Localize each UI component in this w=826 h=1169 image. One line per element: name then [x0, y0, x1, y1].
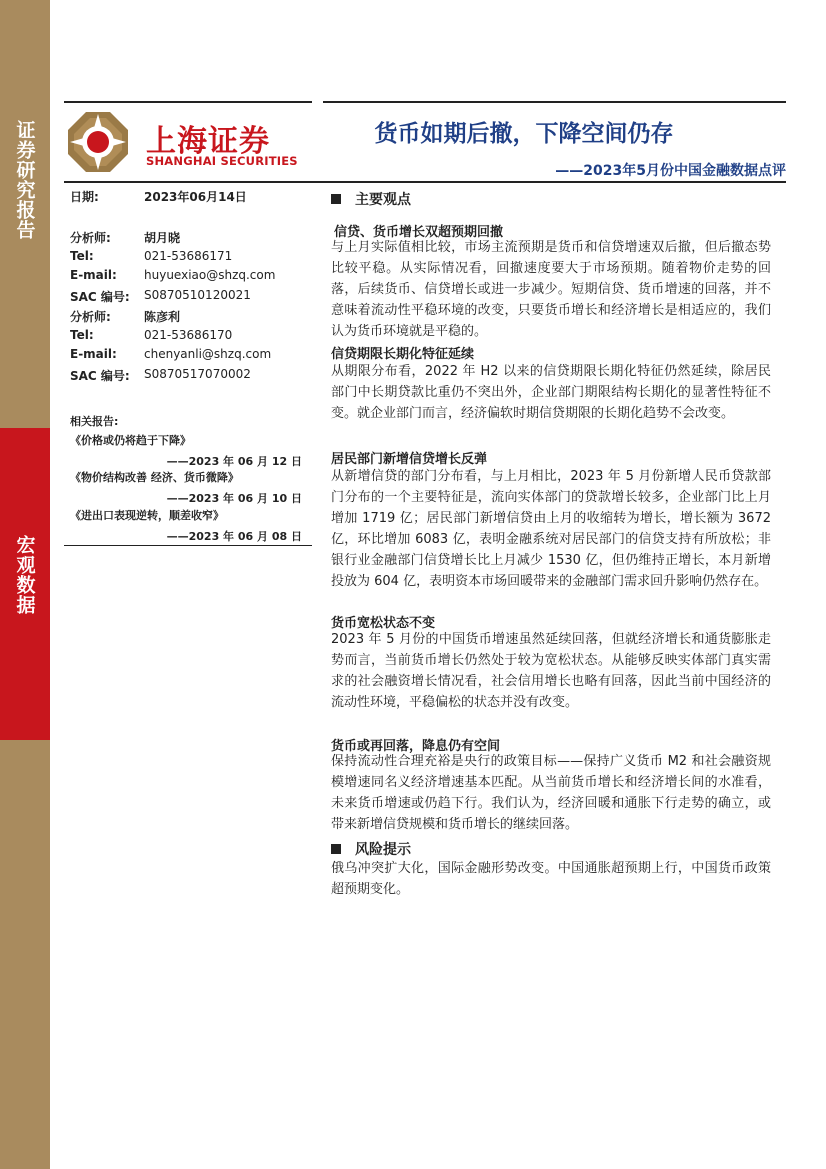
block-text: 从期限分布看，2022 年 H2 以来的信贷期限长期化特征仍然延续，除居民部门中长期贷款比重仍不突出外，企业部门期限结构长期化的显著性特征不变。就企业部门而言，经济偏软时期信贷期限的长期化趋势不会改变。 [331, 364, 771, 421]
square-bullet-icon [331, 194, 341, 204]
related-report-date: ——2023 年 06 月 12 日 [166, 455, 302, 468]
email-label: E-mail: [70, 347, 117, 361]
logo-emblem-icon [66, 110, 130, 174]
date-value: 2023年06月14日 [144, 190, 247, 204]
section-risk [331, 839, 411, 859]
sac-label: SAC 编号: [70, 290, 130, 304]
section-risk-title: 风险提示 [355, 842, 411, 858]
block-heading: 信贷期限长期化特征延续 [331, 347, 475, 362]
date-label: 日期: [70, 190, 99, 204]
analyst1-tel-row [70, 249, 310, 267]
report-title: 货币如期后撤，下降空间仍存 [374, 121, 674, 147]
analyst2-label: 分析师: [70, 310, 111, 324]
analyst1-email[interactable]: huyuexiao@shzq.com [144, 268, 276, 282]
analyst2-row [70, 308, 310, 326]
company-logo [66, 110, 296, 174]
section-key-points-title: 主要观点 [355, 192, 411, 208]
tel-label: Tel: [70, 249, 94, 263]
analyst2-sac-row [70, 367, 310, 385]
analyst2-tel: 021-53686170 [144, 328, 233, 342]
block-text: 从新增信贷的部门分布看，与上月相比，2023 年 5 月份新增人民币贷款部门分布的一个主要特征是，流向实体部门的贷款增长较多，企业部门比上月增加 1719 亿；居民部门新增信贷由上月的收缩转为增长，增长额为 3672 亿，环比增加 6083 亿，表明金融系统对居民部门的信贷支持有所放松；非银行业金融部门信贷增长比上月减少 1530 亿，但仍维持正增长，本月新增投放为 604 亿，表明资本市场回暖带来的金融部门需求回升影响仍然存在。 [331, 469, 771, 589]
related-report-item[interactable] [70, 507, 302, 544]
left-bottom-rule [64, 545, 312, 546]
logo-name-cn: 上海证券 [146, 124, 270, 159]
analyst2-email-row [70, 347, 310, 365]
related-report-date: ——2023 年 06 月 10 日 [166, 492, 302, 505]
header-bottom-rule [64, 181, 786, 183]
analyst1-email-row [70, 268, 310, 286]
section-key-points [331, 189, 411, 209]
email-label: E-mail: [70, 268, 117, 282]
risk-text: 俄乌冲突扩大化，国际金融形势改变。中国通胀超预期上行，中国货币政策超预期变化。 [331, 861, 771, 897]
related-report-title[interactable]: 《价格或仍将趋于下降》 [70, 434, 191, 447]
analyst1-name: 胡月晓 [144, 231, 181, 245]
square-bullet-icon [331, 844, 341, 854]
related-report-item[interactable] [70, 432, 302, 469]
tel-label: Tel: [70, 328, 94, 342]
sidebar-category-mid: 宏观数据 [13, 535, 36, 615]
logo-name-en: SHANGHAI SECURITIES [146, 154, 298, 168]
analyst2-name: 陈彦利 [144, 310, 181, 324]
related-report-item[interactable] [70, 469, 302, 506]
analyst1-row [70, 229, 310, 247]
block-heading: 货币或再回落，降息仍有空间 [331, 739, 501, 754]
analyst1-tel: 021-53686171 [144, 249, 233, 263]
left-top-rule [64, 101, 312, 103]
related-report-title[interactable]: 《物价结构改善 经济、货币微降》 [70, 471, 239, 484]
analyst2-sac: S0870517070002 [144, 367, 251, 381]
report-subtitle: ——2023年5月份中国金融数据点评 [555, 163, 786, 179]
block-heading: 居民部门新增信贷增长反弹 [331, 452, 488, 467]
analyst1-sac: S0870510120021 [144, 288, 251, 302]
related-reports-title: 相关报告: [70, 415, 119, 428]
sac-label: SAC 编号: [70, 369, 130, 383]
block-text: 2023 年 5 月份的中国货币增速虽然延续回落，但就经济增长和通货膨胀走势而言，当前货币增长仍然处于较为宽松状态。从能够反映实体部门真实需求的社会融资增长情况看，社会信用增长也略有回落，因此当前中国经济的流动性环境，平稳偏松的状态并没有改变。 [331, 632, 771, 710]
analyst2-email[interactable]: chenyanli@shzq.com [144, 347, 272, 361]
analyst1-sac-row [70, 288, 310, 306]
related-report-title[interactable]: 《进出口表现逆转，顺差收窄》 [70, 509, 224, 522]
block-text: 保持流动性合理充裕是央行的政策目标——保持广义货币 M2 和社会融资规模增速同名义经济增速基本匹配。从当前货币增长和经济增长间的水准看，未来货币增速或仍趋下行。我们认为，经济回暖和通胀下行走势的确立，或带来新增信贷规模和货币增长的继续回落。 [331, 754, 771, 832]
block-heading: 信贷、货币增长双超预期回撤 [334, 225, 504, 240]
analyst2-tel-row [70, 328, 310, 346]
right-top-rule [323, 101, 786, 103]
date-row [70, 188, 310, 206]
sidebar-category-top: 证券研究报告 [13, 120, 36, 240]
related-report-date: ——2023 年 06 月 08 日 [166, 530, 302, 543]
block-heading: 货币宽松状态不变 [331, 616, 436, 631]
analyst1-label: 分析师: [70, 231, 111, 245]
block-text: 与上月实际值相比较，市场主流预期是货币和信贷增速双后撤，但后撤态势比较平稳。从实际情况看，回撤速度要大于市场预期。随着物价走势的回落，后续货币、信贷增长或进一步减少。短期信贷、货币增速的回落，并不意味着流动性平稳环境的改变，只要货币增长和经济增长是相适应的，我们认为货币环境就是平稳的。 [331, 240, 771, 339]
